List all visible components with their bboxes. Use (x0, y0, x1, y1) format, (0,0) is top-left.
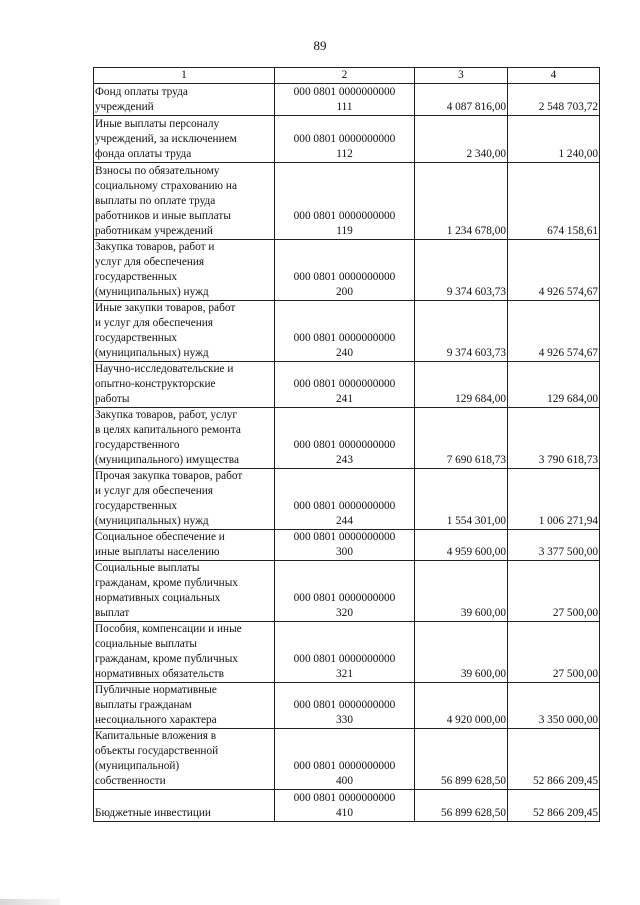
table-row (94, 163, 600, 240)
table-row (94, 790, 600, 822)
row-value-col3: 4 920 000,00 (415, 683, 508, 729)
row-value-col4: 52 866 209,45 (508, 790, 600, 822)
row-value-col4: 2 548 703,72 (508, 84, 600, 116)
row-name: Закупка товаров, работ, услуг в целях капитального ремонта государственного (муниципального) имущества (94, 408, 275, 469)
table-row (94, 530, 600, 561)
row-code: 000 0801 0000000000 410 (275, 790, 415, 822)
row-value-col4: 4 926 574,67 (508, 240, 600, 301)
row-code: 000 0801 0000000000 330 (275, 683, 415, 729)
row-code: 000 0801 0000000000 241 (275, 362, 415, 408)
page-number: 89 (313, 38, 327, 53)
row-code: 000 0801 0000000000 112 (275, 116, 415, 163)
column-header-3: 3 (415, 68, 508, 84)
row-name: Иные выплаты персоналу учреждений, за исключением фонда оплаты труда (94, 116, 275, 163)
table-row (94, 84, 600, 116)
table-row (94, 683, 600, 729)
row-value-col4: 3 377 500,00 (508, 530, 600, 561)
row-value-col3: 1 234 678,00 (415, 163, 508, 240)
row-value-col4: 27 500,00 (508, 561, 600, 622)
row-name: Пособия, компенсации и иные социальные выплаты гражданам, кроме публичных нормативных обязательств (94, 622, 275, 683)
table-row (94, 729, 600, 790)
row-name: Публичные нормативные выплаты гражданам несоциального характера (94, 683, 275, 729)
table-row (94, 301, 600, 362)
row-name: Иные закупки товаров, работ и услуг для обеспечения государственных (муниципальных) нужд (94, 301, 275, 362)
row-name: Прочая закупка товаров, работ и услуг для обеспечения государственных (муниципальных) нужд (94, 469, 275, 530)
table-row (94, 116, 600, 163)
row-code: 000 0801 0000000000 119 (275, 163, 415, 240)
row-value-col3: 56 899 628,50 (415, 790, 508, 822)
row-value-col3: 2 340,00 (415, 116, 508, 163)
row-value-col3: 4 959 600,00 (415, 530, 508, 561)
table-row (94, 362, 600, 408)
row-value-col4: 3 350 000,00 (508, 683, 600, 729)
column-header-2: 2 (275, 68, 415, 84)
table-row (94, 408, 600, 469)
row-name: Социальные выплаты гражданам, кроме публичных нормативных социальных выплат (94, 561, 275, 622)
row-value-col3: 9 374 603,73 (415, 240, 508, 301)
row-value-col3: 129 684,00 (415, 362, 508, 408)
row-value-col4: 27 500,00 (508, 622, 600, 683)
table-row (94, 561, 600, 622)
row-name: Социальное обеспечение и иные выплаты населению (94, 530, 275, 561)
row-name: Бюджетные инвестиции (94, 790, 275, 822)
row-name: Фонд оплаты труда учреждений (94, 84, 275, 116)
scan-artifact (0, 899, 60, 905)
row-value-col3: 56 899 628,50 (415, 729, 508, 790)
row-code: 000 0801 0000000000 244 (275, 469, 415, 530)
row-value-col3: 39 600,00 (415, 622, 508, 683)
row-code: 000 0801 0000000000 400 (275, 729, 415, 790)
row-code: 000 0801 0000000000 320 (275, 561, 415, 622)
row-value-col4: 1 006 271,94 (508, 469, 600, 530)
row-value-col4: 674 158,61 (508, 163, 600, 240)
row-value-col4: 1 240,00 (508, 116, 600, 163)
row-name: Взносы по обязательному социальному страхованию на выплаты по оплате труда работников и иные выплаты работникам учреждений (94, 163, 275, 240)
row-value-col4: 4 926 574,67 (508, 301, 600, 362)
row-value-col3: 7 690 618,73 (415, 408, 508, 469)
row-value-col3: 4 087 816,00 (415, 84, 508, 116)
budget-table (93, 67, 600, 822)
table-header-row (94, 68, 600, 84)
row-code: 000 0801 0000000000 300 (275, 530, 415, 561)
row-code: 000 0801 0000000000 200 (275, 240, 415, 301)
row-value-col3: 1 554 301,00 (415, 469, 508, 530)
row-value-col4: 52 866 209,45 (508, 729, 600, 790)
row-name: Научно-исследовательские и опытно-конструкторские работы (94, 362, 275, 408)
table-row (94, 469, 600, 530)
column-header-4: 4 (508, 68, 600, 84)
column-header-1: 1 (94, 68, 275, 84)
row-value-col4: 3 790 618,73 (508, 408, 600, 469)
row-value-col3: 39 600,00 (415, 561, 508, 622)
row-code: 000 0801 0000000000 321 (275, 622, 415, 683)
table-row (94, 622, 600, 683)
row-value-col4: 129 684,00 (508, 362, 600, 408)
row-value-col3: 9 374 603,73 (415, 301, 508, 362)
row-name: Закупка товаров, работ и услуг для обеспечения государственных (муниципальных) нужд (94, 240, 275, 301)
row-code: 000 0801 0000000000 111 (275, 84, 415, 116)
table-row (94, 240, 600, 301)
row-code: 000 0801 0000000000 243 (275, 408, 415, 469)
row-name: Капитальные вложения в объекты государственной (муниципальной) собственности (94, 729, 275, 790)
row-code: 000 0801 0000000000 240 (275, 301, 415, 362)
